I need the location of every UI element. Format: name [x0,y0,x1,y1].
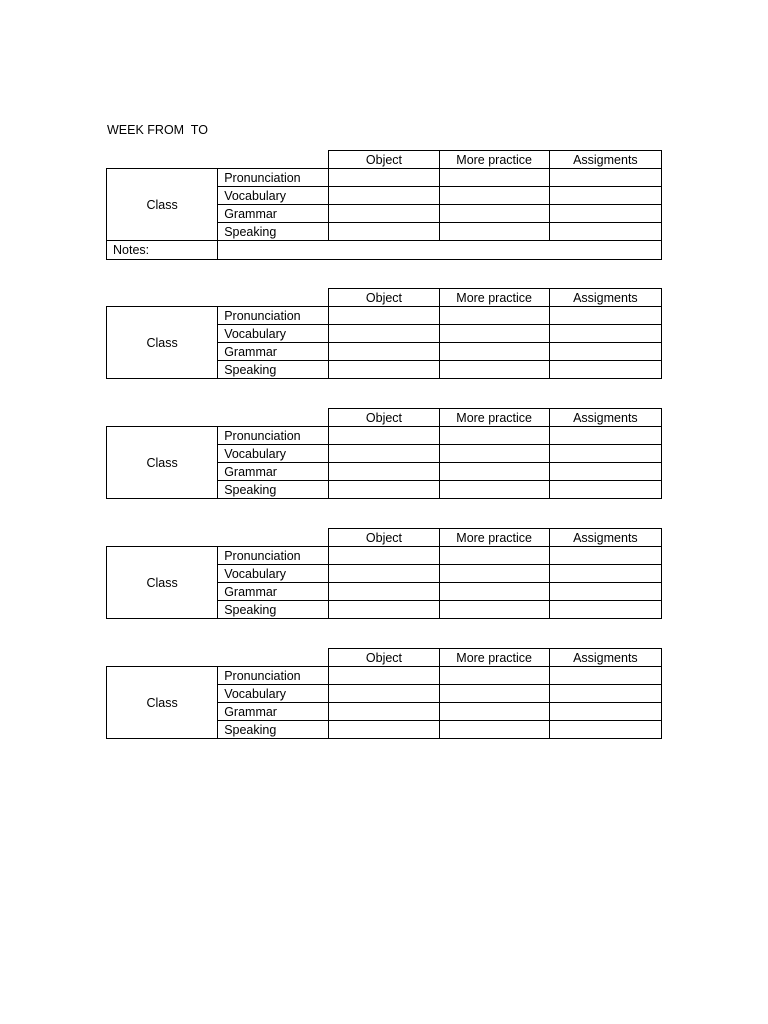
lesson-table-2 [106,288,662,379]
more-practice-cell[interactable] [439,667,549,685]
header-spacer [107,151,329,169]
skill-label: Vocabulary [218,565,329,583]
assignments-cell[interactable] [549,223,661,241]
object-cell[interactable] [329,463,439,481]
notes-field[interactable] [218,241,662,260]
table-header-row [107,409,662,427]
class-label: Class [107,427,218,499]
object-cell[interactable] [329,361,439,379]
class-label: Class [107,169,218,241]
class-label: Class [107,307,218,379]
more-practice-cell[interactable] [439,223,549,241]
more-practice-cell[interactable] [439,325,549,343]
object-cell[interactable] [329,547,439,565]
skill-label: Vocabulary [218,685,329,703]
notes-label: Notes: [107,241,218,260]
column-header-object: Object [329,289,439,307]
more-practice-cell[interactable] [439,445,549,463]
object-cell[interactable] [329,445,439,463]
column-header-assignments: Assigments [549,649,661,667]
more-practice-cell[interactable] [439,601,549,619]
notes-row [107,241,662,260]
more-practice-cell[interactable] [439,703,549,721]
skill-label: Pronunciation [218,169,329,187]
column-header-more-practice: More practice [439,649,549,667]
column-header-object: Object [329,529,439,547]
table-header-row [107,289,662,307]
more-practice-cell[interactable] [439,205,549,223]
skill-label: Grammar [218,583,329,601]
table-row [107,427,662,445]
column-header-more-practice: More practice [439,409,549,427]
more-practice-cell[interactable] [439,547,549,565]
more-practice-cell[interactable] [439,463,549,481]
lesson-table-4 [106,528,662,619]
object-cell[interactable] [329,427,439,445]
table-row [107,169,662,187]
object-cell[interactable] [329,565,439,583]
object-cell[interactable] [329,601,439,619]
week-heading: WEEK FROM TO [107,123,208,137]
column-header-more-practice: More practice [439,529,549,547]
assignments-cell[interactable] [549,343,661,361]
skill-label: Speaking [218,721,329,739]
more-practice-cell[interactable] [439,361,549,379]
skill-label: Speaking [218,223,329,241]
column-header-more-practice: More practice [439,151,549,169]
lesson-table-5 [106,648,662,739]
object-cell[interactable] [329,169,439,187]
header-spacer [107,289,329,307]
column-header-assignments: Assigments [549,151,661,169]
lesson-table-1 [106,150,662,260]
table-header-row [107,151,662,169]
assignments-cell[interactable] [549,703,661,721]
column-header-assignments: Assigments [549,289,661,307]
skill-label: Vocabulary [218,445,329,463]
skill-label: Vocabulary [218,187,329,205]
object-cell[interactable] [329,721,439,739]
assignments-cell[interactable] [549,463,661,481]
more-practice-cell[interactable] [439,583,549,601]
table-row [107,547,662,565]
table-header-row [107,529,662,547]
assignments-cell[interactable] [549,481,661,499]
object-cell[interactable] [329,325,439,343]
lesson-table-3 [106,408,662,499]
column-header-more-practice: More practice [439,289,549,307]
table-row [107,667,662,685]
more-practice-cell[interactable] [439,427,549,445]
object-cell[interactable] [329,703,439,721]
skill-label: Speaking [218,361,329,379]
header-spacer [107,649,329,667]
more-practice-cell[interactable] [439,187,549,205]
column-header-assignments: Assigments [549,409,661,427]
more-practice-cell[interactable] [439,565,549,583]
assignments-cell[interactable] [549,583,661,601]
object-cell[interactable] [329,187,439,205]
skill-label: Pronunciation [218,547,329,565]
class-label: Class [107,547,218,619]
assignments-cell[interactable] [549,685,661,703]
header-spacer [107,529,329,547]
assignments-cell[interactable] [549,427,661,445]
object-cell[interactable] [329,343,439,361]
object-cell[interactable] [329,583,439,601]
skill-label: Grammar [218,703,329,721]
object-cell[interactable] [329,205,439,223]
assignments-cell[interactable] [549,205,661,223]
assignments-cell[interactable] [549,187,661,205]
assignments-cell[interactable] [549,307,661,325]
skill-label: Vocabulary [218,325,329,343]
assignments-cell[interactable] [549,547,661,565]
more-practice-cell[interactable] [439,481,549,499]
object-cell[interactable] [329,307,439,325]
more-practice-cell[interactable] [439,169,549,187]
skill-label: Grammar [218,343,329,361]
skill-label: Pronunciation [218,667,329,685]
assignments-cell[interactable] [549,325,661,343]
skill-label: Grammar [218,463,329,481]
column-header-object: Object [329,409,439,427]
assignments-cell[interactable] [549,667,661,685]
more-practice-cell[interactable] [439,343,549,361]
table-header-row [107,649,662,667]
object-cell[interactable] [329,223,439,241]
table-row [107,307,662,325]
object-cell[interactable] [329,667,439,685]
skill-label: Pronunciation [218,307,329,325]
column-header-object: Object [329,649,439,667]
skill-label: Speaking [218,481,329,499]
skill-label: Pronunciation [218,427,329,445]
assignments-cell[interactable] [549,601,661,619]
assignments-cell[interactable] [549,721,661,739]
class-label: Class [107,667,218,739]
assignments-cell[interactable] [549,361,661,379]
assignments-cell[interactable] [549,445,661,463]
header-spacer [107,409,329,427]
object-cell[interactable] [329,481,439,499]
assignments-cell[interactable] [549,169,661,187]
more-practice-cell[interactable] [439,721,549,739]
object-cell[interactable] [329,685,439,703]
column-header-object: Object [329,151,439,169]
more-practice-cell[interactable] [439,685,549,703]
assignments-cell[interactable] [549,565,661,583]
skill-label: Grammar [218,205,329,223]
column-header-assignments: Assigments [549,529,661,547]
skill-label: Speaking [218,601,329,619]
more-practice-cell[interactable] [439,307,549,325]
